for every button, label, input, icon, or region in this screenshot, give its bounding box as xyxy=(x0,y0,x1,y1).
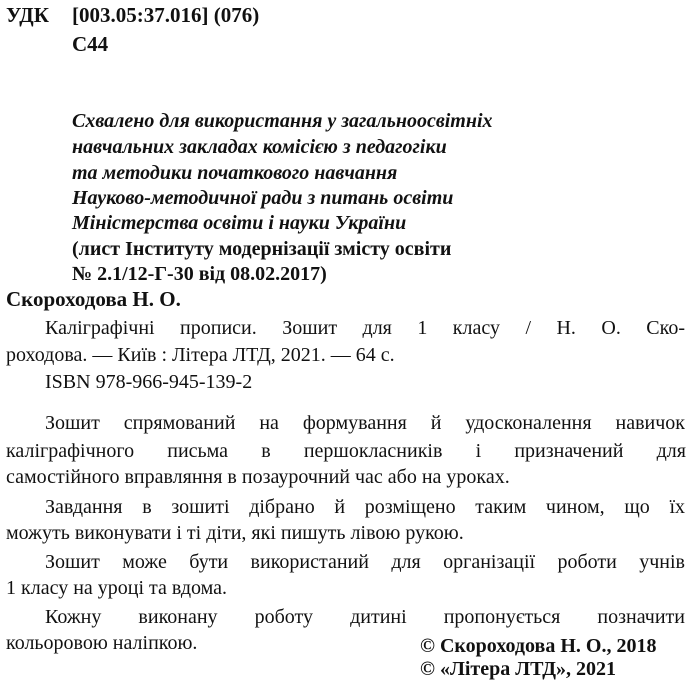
desc-line: 1 класу на уроці та вдома. xyxy=(6,577,228,599)
copyright-publisher: © «Літера ЛТД», 2021 xyxy=(420,658,616,680)
desc-line: кольоровою наліпкою. xyxy=(6,632,198,654)
desc-line: Завдання в зошиті дібрано й розміщено таким чином, що їх xyxy=(45,496,685,518)
desc-line: Зошит спрямований на формування й удосконалення навичок xyxy=(45,412,685,434)
udk-label: УДК xyxy=(6,3,49,27)
desc-line: Кожну виконану роботу дитині пропонується позначити xyxy=(45,606,685,628)
approval-line: Схвалено для використання у загальноосвітніх xyxy=(72,110,493,132)
desc-line: можуть виконувати і ті діти, які пишуть лівою рукою. xyxy=(6,522,464,544)
approval-line: Міністерства освіти і науки України xyxy=(72,212,407,234)
approval-line: навчальних закладах комісією з педагогіки xyxy=(72,136,447,158)
udk-code: [003.05:37.016] (076) xyxy=(72,3,260,27)
isbn: ISBN 978-966-945-139-2 xyxy=(45,371,253,393)
bib-title-line: Каліграфічні прописи. Зошит для 1 класу / Н. О. Ско- xyxy=(45,317,685,339)
approval-line: Науково-методичної ради з питань освіти xyxy=(72,187,454,209)
bib-title-line: роходова. — Київ : Літера ЛТД, 2021. — 64 с. xyxy=(6,344,395,366)
approval-line: № 2.1/12-Г-30 від 08.02.2017) xyxy=(72,263,327,285)
bib-author: Скороходова Н. О. xyxy=(6,287,181,311)
desc-line: Зошит може бути використаний для організації роботи учнів xyxy=(45,551,685,573)
approval-line: та методики початкового навчання xyxy=(72,162,398,184)
desc-line: каліграфічного письма в першокласників і призначений для xyxy=(6,440,686,462)
desc-line: самостійного вправляння в позаурочний час або на уроках. xyxy=(6,466,510,488)
copyright-author: © Скороходова Н. О., 2018 xyxy=(420,635,657,657)
approval-line: (лист Інституту модернізації змісту освіти xyxy=(72,238,452,260)
author-sign: С44 xyxy=(72,32,109,56)
